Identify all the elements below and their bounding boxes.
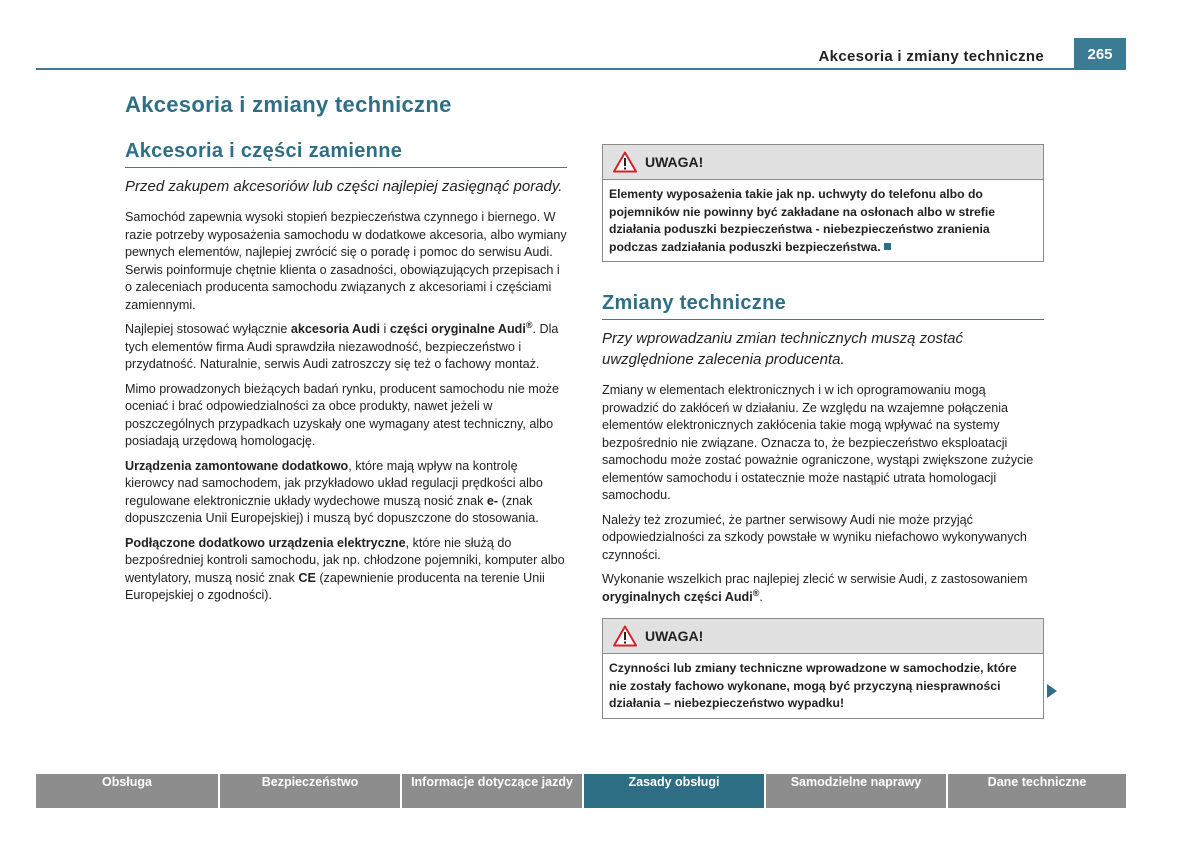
tab-obsluga[interactable]: Obsługa (36, 774, 218, 808)
warning-header (603, 145, 1043, 180)
paragraph-4: Urządzenia zamontowane dodatkowo, które mają wpływ na kontrolę kierowcy nad samochodem, jak przykładowo układ regulacji prędkości albo regulowane elektronicznie układy wydechowe muszą nosić znak e- (znak dopuszczenia Unii Europejskiej) i muszą być dopuszczone do stosowania. (125, 458, 543, 525)
left-column (125, 140, 567, 612)
tab-bezpieczenstwo[interactable]: Bezpieczeństwo (220, 774, 400, 808)
page-title: Akcesoria i zmiany techniczne (125, 92, 452, 117)
paragraph-7: Należy też zrozumieć, że partner serwisowy Audi nie może przyjąć odpowiedzialności za szkody powstałe w wyniku niefachowo wykonywanych czynności. (602, 512, 1027, 562)
end-marker-icon (884, 243, 891, 250)
tab-dane-techniczne[interactable]: Dane techniczne (948, 774, 1126, 808)
warning-text: Elementy wyposażenia takie jak np. uchwyty do telefonu albo do pojemników nie powinny być zakładane na osłonach albo w strefie działania poduszki bezpieczeństwa - niebezpieczeństwo zranienia podczas zadziałania poduszki bezpieczeństwa. (609, 187, 996, 254)
tab-samodzielne-naprawy[interactable]: Samodzielne naprawy (766, 774, 946, 808)
lead-technical-changes: Przy wprowadzaniu zmian technicznych muszą zostać uwzględnione zalecenia producenta. (602, 330, 963, 368)
paragraph-2: Najlepiej stosować wyłącznie akcesoria Audi i części oryginalne Audi®. Dla tych elementów firma Audi sprawdziła niezawodność, bezpieczeństwo i przydatność. Naturalnie, serwis Audi zatroszczy się też o fachowy montaż. (125, 319, 559, 371)
header-title: Akcesoria i zmiany techniczne (818, 48, 1044, 65)
warning-triangle-icon (613, 151, 637, 173)
warning-label: UWAGA! (645, 154, 704, 170)
lead-accessories: Przed zakupem akcesoriów lub części najlepiej zasięgnąć porady. (125, 178, 563, 195)
tab-informacje-dotyczace-jazdy[interactable]: Informacje dotyczące jazdy (402, 774, 582, 808)
paragraph-1: Samochód zapewnia wysoki stopień bezpieczeństwa czynnego i biernego. W razie potrzeby wyposażenia samochodu w dodatkowe akcesoria, albo wymiany pewnych elementów, najlepiej zwrócić się o poradę i pomoc do serwisu Audi. Serwis poinformuje chętnie klienta o zasadności, obowiązujących przepisach i o zaleceniach producenta samochodu związanych z akcesoriami i częściami zamiennymi. (125, 210, 567, 312)
paragraph-5: Podłączone dodatkowo urządzenia elektryczne, które nie służą do bezpośredniej kontroli samochodu, jak np. chłodzone pojemniki, komputer albo wentylatory, muszą nosić znak CE (zapewnienie producenta na terenie Unii Europejskiej o zgodności). (125, 535, 565, 602)
paragraph-3: Mimo prowadzonych bieżących badań rynku, producent samochodu nie może oceniać i brać odpowiedzialności za obce produkty, nawet jeżeli w poszczególnych przypadkach uzyskały one wymagany atest techniczny, albo posiadają urzędową homologację. (125, 381, 560, 448)
chapter-tab-bar (36, 774, 1126, 808)
section-title-accessories: Akcesoria i części zamienne (125, 140, 567, 168)
section-title-technical-changes: Zmiany techniczne (602, 292, 1044, 320)
header-rule (36, 68, 1126, 70)
warning-box-2 (602, 618, 1044, 719)
warning-triangle-icon (613, 625, 637, 647)
tab-zasady-obslugi[interactable]: Zasady obsługi (584, 774, 764, 808)
warning-box-1 (602, 144, 1044, 262)
paragraph-6: Zmiany w elementach elektronicznych i w ich oprogramowaniu mogą prowadzić do zakłóceń w działaniu. Ze względu na wzajemne połączenia elementów elektronicznych zakłócenia takie mogą wpływać na systemy bezpośrednio nie związane. Oznacza to, że bezpieczeństwo eksploatacji samochodu może zostać poważnie ograniczone, wystąpi zwiększone zużycie elementów samochodu i ostatecznie może nastąpić utrata homologacji samochodu. (602, 383, 1034, 502)
continue-arrow-icon[interactable] (1047, 684, 1057, 698)
warning-text: Czynności lub zmiany techniczne wprowadzone w samochodzie, które nie zostały fachowo wykonane, mogą być przyczyną niesprawności działania – niebezpieczeństwo wypadku! (609, 661, 1017, 710)
warning-header (603, 619, 1043, 654)
paragraph-8: Wykonanie wszelkich prac najlepiej zlecić w serwisie Audi, z zastosowaniem oryginalnych części Audi®. (602, 572, 1028, 604)
right-column (602, 144, 1044, 719)
page-number: 265 (1074, 38, 1126, 70)
warning-label: UWAGA! (645, 628, 704, 644)
